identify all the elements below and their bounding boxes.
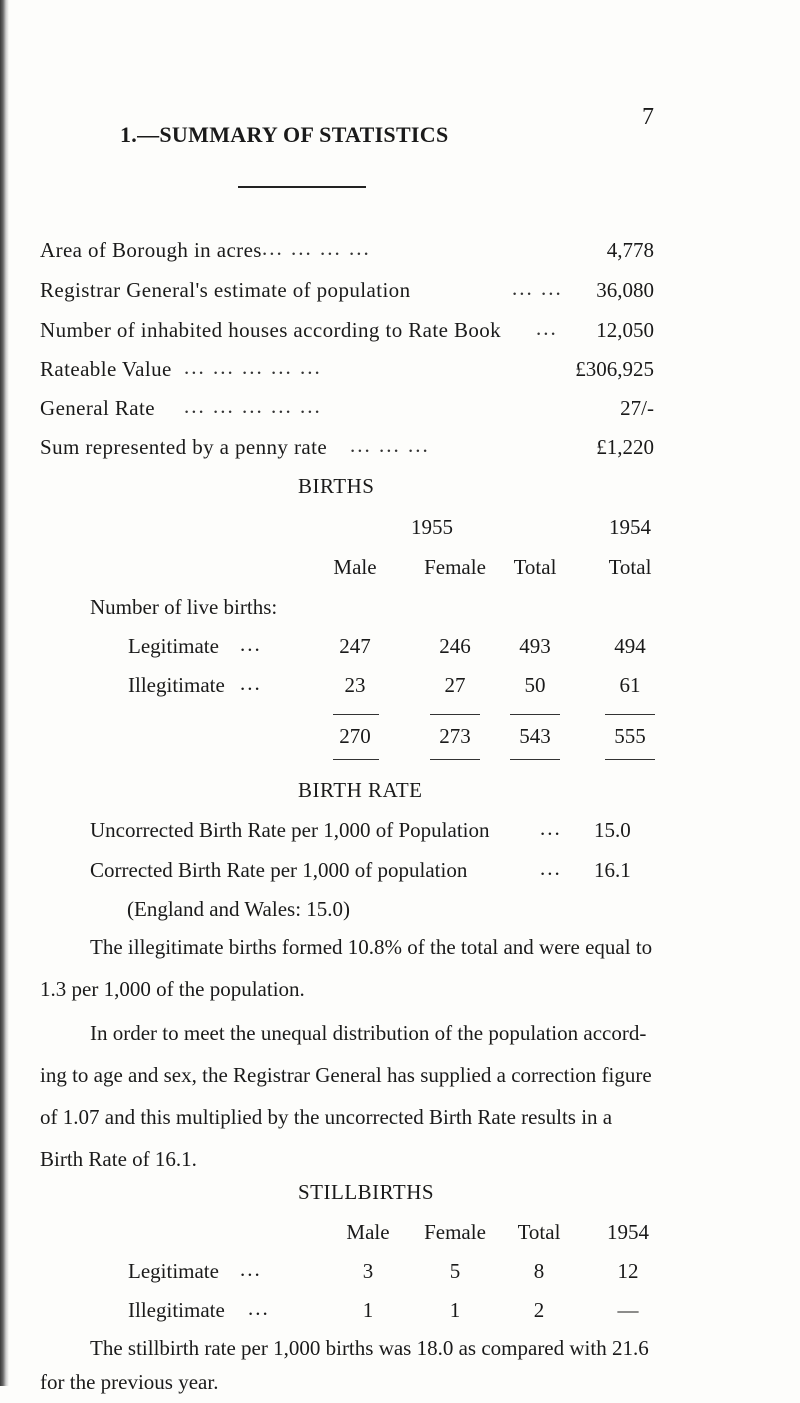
page-binding-edge (0, 0, 9, 1386)
row-label: Legitimate (128, 1259, 219, 1283)
summary-label: Rateable Value (40, 357, 172, 381)
col-header-male: Male (333, 555, 377, 579)
total-total-previous: 555 (614, 724, 646, 748)
year-current: 1955 (411, 515, 453, 539)
leader-dots: ... ... (512, 276, 563, 300)
total-male: 270 (339, 724, 371, 748)
cell-total-previous: 61 (619, 673, 641, 697)
cell-male: 3 (362, 1259, 374, 1283)
cell-total: 50 (524, 673, 546, 697)
cell-male: 1 (362, 1298, 374, 1322)
rate-label: Uncorrected Birth Rate per 1,000 of Population (90, 818, 490, 842)
cell-male: 23 (344, 673, 366, 697)
sum-rule (605, 759, 655, 760)
england-wales-note: (England and Wales: 15.0) (127, 897, 351, 921)
summary-label: Sum represented by a penny rate (40, 435, 328, 459)
cell-male: 247 (339, 634, 371, 658)
sum-rule (430, 759, 480, 760)
paragraph-line: The stillbirth rate per 1,000 births was 18.0 as compared with 21.6 (90, 1336, 649, 1360)
col-header-1954: 1954 (607, 1220, 649, 1244)
rate-value: 15.0 (594, 818, 631, 842)
summary-value: 12,050 (596, 318, 654, 342)
sum-rule (605, 714, 655, 715)
paragraph-line: 1.3 per 1,000 of the population. (40, 977, 305, 1001)
cell-total: 2 (533, 1298, 545, 1322)
leader-dots: ... (536, 316, 558, 340)
cell-female: 246 (439, 634, 471, 658)
cell-total: 8 (533, 1259, 545, 1283)
sum-rule (510, 759, 560, 760)
col-header-total: Total (513, 555, 557, 579)
title-divider (238, 186, 366, 188)
summary-value: 4,778 (606, 238, 654, 262)
row-group-label: Number of live births: (90, 595, 278, 619)
sum-rule (510, 714, 560, 715)
leader-dots: ... ... ... (350, 433, 430, 457)
paragraph-line: Birth Rate of 16.1. (40, 1147, 197, 1171)
row-label: Illegitimate (128, 1298, 225, 1322)
paragraph-line: In order to meet the unequal distribution of the population accord- (90, 1021, 647, 1045)
sum-rule (333, 759, 379, 760)
cell-female: 27 (444, 673, 466, 697)
paragraph-line: of 1.07 and this multiplied by the uncorrected Birth Rate results in a (40, 1105, 613, 1129)
leader-dots: ... ... ... ... ... (184, 355, 322, 379)
col-header-total-previous: Total (608, 555, 652, 579)
summary-value: £306,925 (575, 357, 654, 381)
leader-dots: ... (540, 816, 562, 840)
leader-dots: ... (248, 1296, 270, 1320)
col-header-total: Total (517, 1220, 561, 1244)
leader-dots: ... ... ... ... (262, 236, 371, 260)
births-heading: BIRTHS (298, 474, 375, 498)
sum-rule (333, 714, 379, 715)
cell-female: 5 (449, 1259, 461, 1283)
leader-dots: ... (540, 856, 562, 880)
paragraph-line: The illegitimate births formed 10.8% of the total and were equal to (90, 935, 653, 959)
page-number: 7 (642, 104, 654, 130)
sum-rule (430, 714, 480, 715)
summary-value: 36,080 (596, 278, 654, 302)
row-label: Illegitimate (128, 673, 225, 697)
cell-total: 493 (519, 634, 551, 658)
summary-label: Number of inhabited houses according to Rate Book (40, 318, 502, 342)
rate-value: 16.1 (594, 858, 631, 882)
summary-label: Area of Borough in acres (40, 238, 262, 262)
cell-total-previous: 494 (614, 634, 646, 658)
col-header-female: Female (424, 1220, 486, 1244)
leader-dots: ... (240, 632, 262, 656)
leader-dots: ... (240, 1257, 262, 1281)
stillbirth-rate-paragraph (40, 1327, 700, 1403)
year-previous: 1954 (609, 515, 651, 539)
col-header-female: Female (424, 555, 486, 579)
cell-female: 1 (449, 1298, 461, 1322)
total-female: 273 (439, 724, 471, 748)
summary-value: £1,220 (596, 435, 654, 459)
page-title: 1.—SUMMARY OF STATISTICS (120, 122, 449, 147)
correction-paragraph (40, 1012, 700, 1180)
cell-1954: 12 (617, 1259, 639, 1283)
paragraph-line: ing to age and sex, the Registrar General has supplied a correction figure (40, 1063, 652, 1087)
col-header-male: Male (346, 1220, 390, 1244)
leader-dots: ... (240, 671, 262, 695)
rate-label: Corrected Birth Rate per 1,000 of population (90, 858, 468, 882)
total-total: 543 (519, 724, 551, 748)
paragraph-line: for the previous year. (40, 1370, 219, 1394)
row-label: Legitimate (128, 634, 219, 658)
summary-label: Registrar General's estimate of population (40, 278, 411, 302)
summary-label: General Rate (40, 396, 155, 420)
summary-value: 27/- (620, 396, 654, 420)
stillbirths-heading: STILLBIRTHS (298, 1180, 435, 1204)
cell-1954: — (617, 1298, 639, 1322)
leader-dots: ... ... ... ... ... (184, 394, 322, 418)
illegitimate-paragraph (40, 926, 700, 1010)
birth-rate-heading: BIRTH RATE (298, 778, 423, 802)
